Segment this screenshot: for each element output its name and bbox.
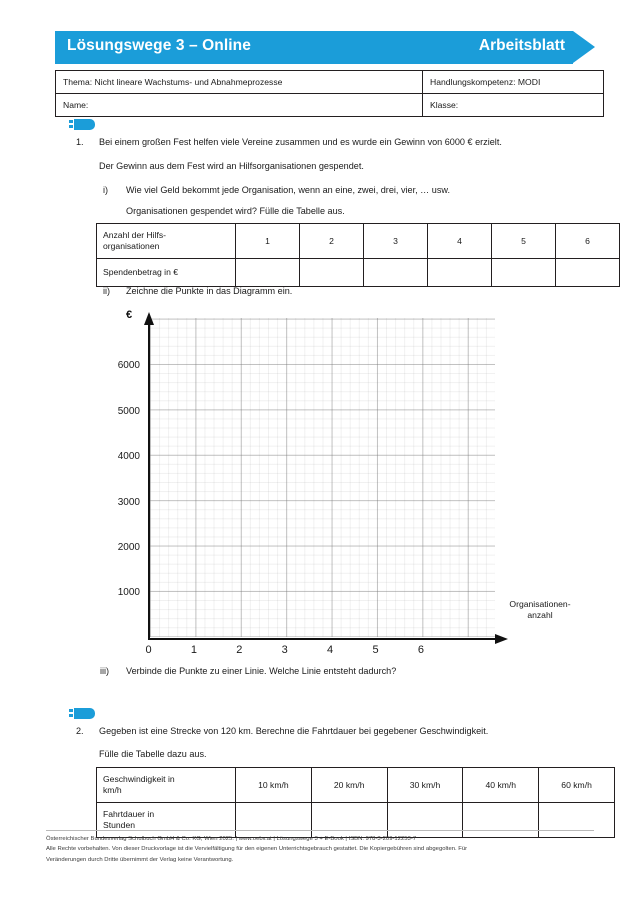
diagram-y-tick-5000-wrap: [88, 406, 140, 418]
diagram-x-axis-arrow: [495, 634, 508, 644]
diagram-y-tick-4000-wrap: [88, 451, 140, 463]
diagram-y-tick-1000: 1000: [117, 587, 140, 599]
diagram-y-axis: [148, 324, 150, 640]
exercise-1-sub-iii-text: Verbinde die Punkte zu einer Linie. Welche Linie entsteht dadurch?: [126, 666, 397, 676]
sheet-type-label: Arbeitsblatt: [478, 37, 565, 54]
table-row: [56, 94, 604, 117]
exercise-1-line-1: Bei einem großen Fest helfen viele Vereine zusammen und es wurde ein Gewinn von 6000 € erzielt.: [99, 137, 502, 147]
label-line-1: Fahrtdauer in: [103, 809, 155, 820]
label-line-1: Anzahl der Hilfs-: [103, 230, 167, 241]
footer-line-2: Alle Rechte vorbehalten. Von dieser Druckvorlage ist die Vervielfältigung für den eigenen Unterrichtsgebrauch gestattet. Die Kopiergebühren sind abgegolten. Für: [46, 846, 468, 853]
donation-amount-input-5[interactable]: [492, 259, 556, 287]
donation-count-cell-6: 6: [556, 224, 620, 259]
exercise-1-sub-i-line-1: Wie viel Geld bekommt jede Organisation, wenn an eine, zwei, drei, vier, … usw.: [126, 185, 450, 195]
duration-input-2[interactable]: [311, 803, 387, 838]
donation-amount-input-2[interactable]: [300, 259, 364, 287]
diagram-x-tick-6: 6: [417, 644, 424, 656]
label-line-1: Geschwindigkeit in: [103, 774, 175, 785]
speed-duration-table: [96, 767, 615, 838]
diagram-y-tick-1000-wrap: [88, 587, 140, 599]
diagram-y-axis-arrow: [144, 312, 154, 325]
speed-cell-3: 30 km/h: [387, 768, 463, 803]
worksheet-info-table: [55, 70, 604, 117]
topic-cell: Thema: Nicht lineare Wachstums- und Abnahmeprozesse: [56, 71, 423, 94]
online-chip-icon-2: [69, 708, 97, 719]
exercise-1-sub-iii-marker: iii): [100, 666, 110, 676]
label-line-2: organisationen: [103, 241, 160, 251]
footer-line-3: Veränderungen durch Dritte übernimmt der Verlag keine Verantwortung.: [46, 856, 234, 863]
table-row: [56, 71, 604, 94]
footer: [46, 834, 598, 865]
competence-cell: Handlungskompetenz: MODI: [423, 71, 604, 94]
diagram-x-tick-2: 2: [236, 644, 243, 656]
diagram-x-tick-5: 5: [372, 644, 379, 656]
diagram-y-tick-6000-wrap: [88, 360, 140, 372]
chip-tab-bottom: [69, 714, 73, 717]
class-field[interactable]: Klasse:: [423, 94, 604, 117]
diagram-y-tick-3000: 3000: [117, 496, 140, 508]
donation-count-cell-4: 4: [428, 224, 492, 259]
banner-arrow-shape: [573, 31, 595, 63]
donation-count-cell-1: 1: [236, 224, 300, 259]
diagram-y-tick-5000: 5000: [117, 405, 140, 417]
speed-cell-4: 40 km/h: [463, 768, 539, 803]
footer-divider: [46, 830, 594, 831]
exercise-1-number: 1.: [76, 137, 84, 147]
donation-amount-input-4[interactable]: [428, 259, 492, 287]
duration-input-1[interactable]: [236, 803, 312, 838]
table-row: [97, 259, 620, 287]
diagram-x-axis-caption: [492, 599, 588, 621]
diagram-x-tick-0: 0: [145, 644, 152, 656]
donation-table-row-label-count: [97, 224, 236, 259]
diagram-x-tick-4: 4: [327, 644, 334, 656]
chip-tab-bottom: [69, 125, 73, 128]
diagram-x-tick-1: 1: [190, 644, 197, 656]
diagram-y-tick-2000: 2000: [117, 542, 140, 553]
diagram-y-tick-2000-wrap: [88, 542, 140, 554]
table-row: [97, 768, 615, 803]
donation-amount-input-1[interactable]: [236, 259, 300, 287]
chip-tab-top: [69, 709, 73, 712]
label-line-2: Stunden: [103, 820, 136, 830]
exercise-1-sub-ii-text: Zeichne die Punkte in das Diagramm ein.: [126, 286, 293, 296]
diagram-grid: [150, 318, 495, 637]
speed-cell-2: 20 km/h: [311, 768, 387, 803]
diagram-y-tick-4000: 4000: [117, 451, 140, 463]
exercise-2-line-1: Gegeben ist eine Strecke von 120 km. Berechne die Fahrtdauer bei gegebener Geschwindigkeit.: [99, 726, 489, 736]
donation-diagram[interactable]: [117, 309, 571, 656]
exercise-1-sub-ii-marker: ii): [103, 286, 111, 296]
duration-input-5[interactable]: [539, 803, 615, 838]
label-line-2: km/h: [103, 785, 122, 795]
donation-amount-input-6[interactable]: [556, 259, 620, 287]
speed-cell-5: 60 km/h: [539, 768, 615, 803]
donation-table: [96, 223, 620, 287]
speed-table-row-label-duration: [97, 803, 236, 838]
header-banner: [55, 31, 595, 64]
x-axis-caption-line-2: anzahl: [527, 610, 553, 621]
speed-cell-1: 10 km/h: [236, 768, 312, 803]
speed-table-row-label-speed: [97, 768, 236, 803]
donation-count-cell-2: 2: [300, 224, 364, 259]
exercise-1-sub-i-marker: i): [103, 185, 109, 195]
table-row: [97, 224, 620, 259]
donation-amount-input-3[interactable]: [364, 259, 428, 287]
exercise-1-sub-i-line-2: Organisationen gespendet wird? Fülle die Tabelle aus.: [126, 206, 345, 216]
name-field[interactable]: Name:: [56, 94, 423, 117]
chip-body: [74, 708, 95, 719]
diagram-y-axis-label: €: [126, 309, 133, 321]
exercise-1-line-2: Der Gewinn aus dem Fest wird an Hilfsorganisationen gespendet.: [99, 161, 364, 171]
donation-table-row-label-amount: Spendenbetrag in €: [97, 259, 236, 287]
diagram-y-tick-3000-wrap: [88, 497, 140, 509]
chip-tab-top: [69, 120, 73, 123]
x-axis-caption-line-1: Organisationen-: [509, 599, 571, 609]
online-chip-icon-1: [69, 119, 97, 130]
duration-input-4[interactable]: [463, 803, 539, 838]
diagram-x-tick-3: 3: [281, 644, 288, 656]
duration-input-3[interactable]: [387, 803, 463, 838]
footer-line-1: Österreichischer Bundesverlag Schulbuch GmbH & Co. KG, Wien 2025. | www.oebv.at | Lösungswege 3 + E-Book | ISBN: 978-3-209-12253-7: [46, 836, 417, 842]
donation-count-cell-3: 3: [364, 224, 428, 259]
exercise-2-number: 2.: [76, 726, 84, 736]
donation-count-cell-5: 5: [492, 224, 556, 259]
table-row: [97, 803, 615, 838]
diagram-y-tick-6000: 6000: [117, 360, 140, 372]
page-title: Lösungswege 3 – Online: [67, 37, 251, 54]
exercise-2-line-2: Fülle die Tabelle dazu aus.: [99, 749, 207, 759]
chip-body: [74, 119, 95, 130]
diagram-x-axis: [148, 638, 498, 640]
